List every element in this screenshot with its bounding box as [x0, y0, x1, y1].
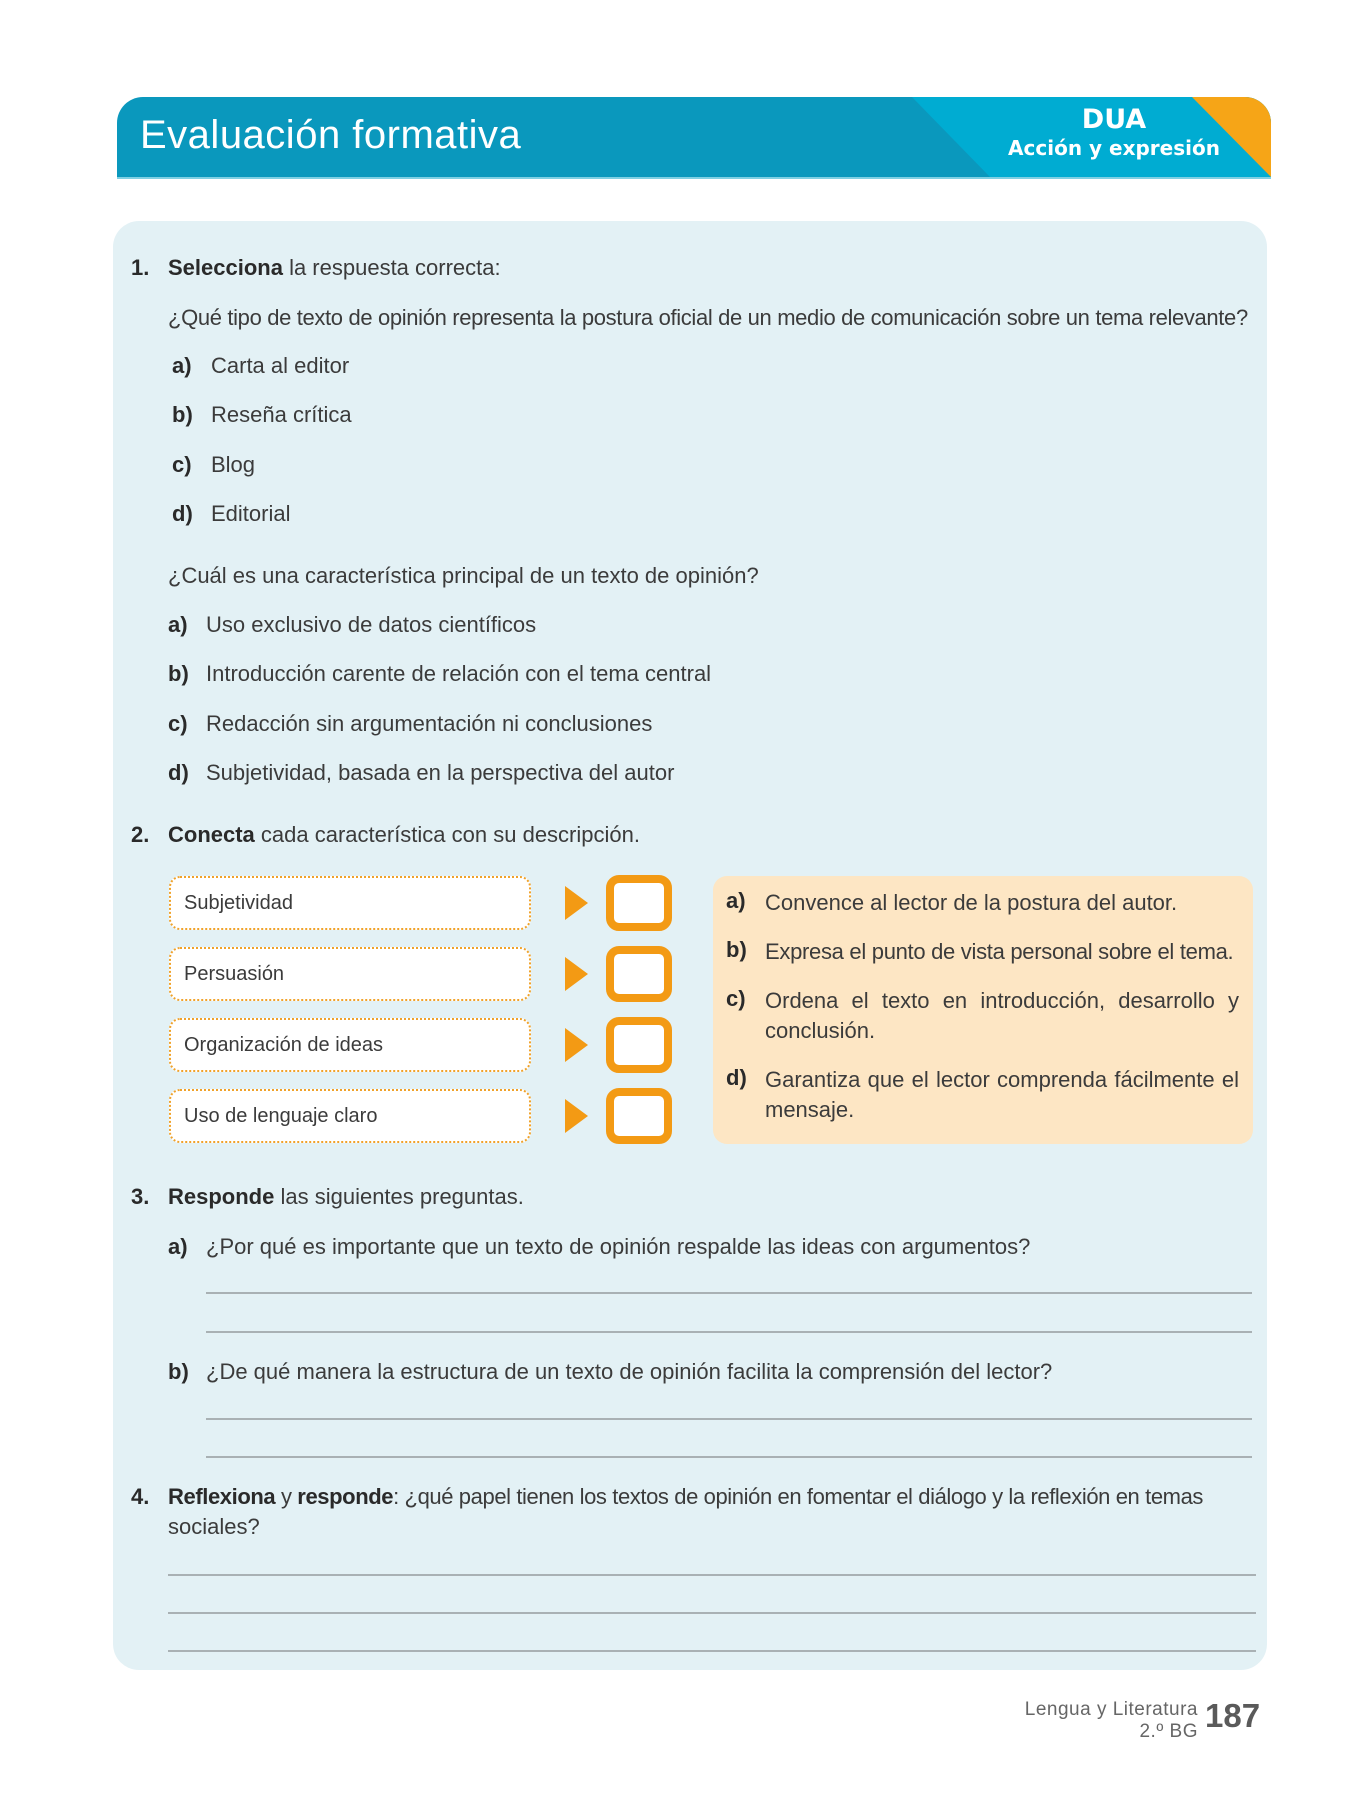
option-letter: c): [168, 711, 188, 736]
arrow-right-icon: [565, 1099, 588, 1133]
section-4-instruction-cont: sociales?: [168, 1514, 260, 1539]
option-1-1-c[interactable]: [172, 451, 256, 479]
descriptions-panel: [713, 876, 1253, 1144]
question-letter: a): [168, 1234, 188, 1259]
question-text: ¿De qué manera la estructura de un texto de opinión facilita la comprensión del lector?: [206, 1359, 1053, 1384]
answer-line-4-3[interactable]: [168, 1650, 1256, 1652]
section-header-banner: [117, 97, 1271, 179]
question-3b: [168, 1358, 1053, 1386]
answer-line-3a-2[interactable]: [206, 1331, 1252, 1333]
instruction-text: cada característica con su descripción.: [254, 822, 640, 847]
option-text: Redacción sin argumentación ni conclusiones: [206, 711, 653, 736]
instruction-join: y: [275, 1484, 298, 1509]
question-3a: [168, 1233, 1031, 1261]
option-text: Editorial: [211, 501, 291, 526]
footer-subject: Lengua y Literatura: [1024, 1699, 1198, 1720]
dua-badge: [997, 105, 1231, 161]
section-4-instruction: [168, 1483, 1203, 1511]
arrow-right-icon: [565, 886, 588, 920]
option-text: Subjetividad, basada en la perspectiva del autor: [206, 760, 675, 785]
option-text: Uso exclusivo de datos científicos: [206, 612, 537, 637]
description-text: Garantiza que el lector comprenda fácilmente el mensaje.: [765, 1067, 1239, 1122]
option-letter: b): [172, 402, 193, 427]
section-2-heading: [131, 821, 149, 849]
instruction-text: la respuesta correcta:: [282, 255, 501, 280]
section-4-heading: [131, 1483, 149, 1511]
option-1-2-d[interactable]: [168, 759, 675, 787]
option-letter: b): [168, 661, 189, 686]
description-text: Ordena el texto en introducción, desarrollo y conclusión.: [765, 988, 1239, 1043]
option-text: Carta al editor: [211, 353, 350, 378]
arrow-right-icon: [565, 1028, 588, 1062]
match-answer-box-1[interactable]: [606, 875, 672, 931]
section-number: 1.: [131, 255, 150, 280]
term-box-subjetividad: Subjetividad: [169, 876, 531, 930]
answer-line-4-1[interactable]: [168, 1574, 1256, 1576]
term-box-organizacion: Organización de ideas: [169, 1018, 531, 1072]
section-number: 2.: [131, 822, 150, 847]
option-letter: c): [172, 452, 192, 477]
question-letter: b): [168, 1359, 189, 1384]
question-1-1-text: ¿Qué tipo de texto de opinión representa la postura oficial de un medio de comunicación sobre un tema relevante?: [168, 305, 1248, 330]
option-text: Blog: [211, 452, 256, 477]
instruction-verb: Responde: [168, 1184, 275, 1209]
description-letter: b): [726, 937, 747, 962]
answer-line-4-2[interactable]: [168, 1612, 1256, 1614]
description-text: Expresa el punto de vista personal sobre el tema.: [765, 939, 1234, 964]
description-letter: a): [726, 888, 746, 913]
match-answer-box-4[interactable]: [606, 1088, 672, 1144]
term-box-persuasion: Persuasión: [169, 947, 531, 1001]
option-1-1-b[interactable]: [172, 401, 352, 429]
section-2-instruction: [168, 821, 640, 849]
option-letter: d): [168, 760, 189, 785]
instruction-verb: Selecciona: [168, 255, 283, 280]
page-title: Evaluación formativa: [140, 113, 522, 157]
option-letter: a): [168, 612, 188, 637]
footer-grade: 2.º BG: [1139, 1721, 1198, 1742]
question-1-2-text: ¿Cuál es una característica principal de un texto de opinión?: [168, 563, 759, 588]
option-1-2-a[interactable]: [168, 611, 537, 639]
section-number: 3.: [131, 1184, 150, 1209]
instruction-verb: responde: [297, 1484, 394, 1509]
option-1-2-b[interactable]: [168, 660, 712, 688]
match-answer-box-2[interactable]: [606, 946, 672, 1002]
arrow-right-icon: [565, 957, 588, 991]
description-letter: d): [726, 1065, 747, 1090]
option-1-1-a[interactable]: [172, 352, 350, 380]
description-text: Convence al lector de la postura del autor.: [765, 890, 1178, 915]
instruction-text: las siguientes preguntas.: [274, 1184, 524, 1209]
option-1-2-c[interactable]: [168, 710, 653, 738]
instruction-text: : ¿qué papel tienen los textos de opinión en fomentar el diálogo y la reflexión en temas: [393, 1484, 1204, 1509]
answer-line-3b-2[interactable]: [206, 1456, 1252, 1458]
section-1-instruction: [168, 254, 501, 282]
question-text: ¿Por qué es importante que un texto de opinión respalde las ideas con argumentos?: [206, 1234, 1031, 1259]
option-1-1-d[interactable]: [172, 500, 291, 528]
section-3-instruction: [168, 1183, 524, 1211]
section-1-heading: [131, 254, 149, 282]
description-letter: c): [726, 986, 746, 1011]
match-answer-box-3[interactable]: [606, 1017, 672, 1073]
option-text: Introducción carente de relación con el tema central: [206, 661, 712, 686]
option-letter: d): [172, 501, 193, 526]
instruction-verb: Conecta: [168, 822, 255, 847]
option-letter: a): [172, 353, 192, 378]
page-number: 187: [1205, 1697, 1261, 1734]
dua-badge-subtitle: Acción y expresión: [1008, 136, 1220, 160]
section-3-heading: [131, 1183, 149, 1211]
section-number: 4.: [131, 1484, 150, 1509]
answer-line-3b-1[interactable]: [206, 1418, 1252, 1420]
answer-line-3a-1[interactable]: [206, 1292, 1252, 1294]
instruction-verb: Reflexiona: [168, 1484, 276, 1509]
term-box-lenguaje-claro: Uso de lenguaje claro: [169, 1089, 531, 1143]
dua-badge-title: DUA: [1081, 104, 1147, 135]
option-text: Reseña crítica: [211, 402, 352, 427]
